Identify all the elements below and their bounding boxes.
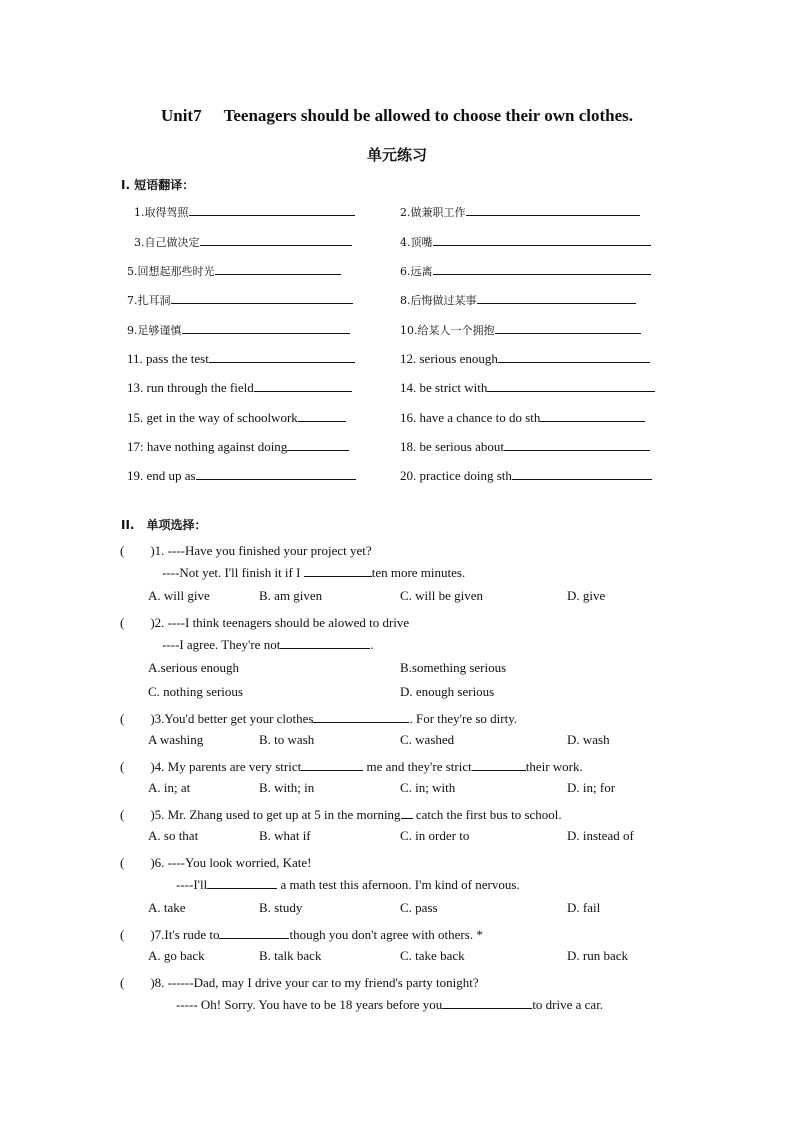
section1-heading: I. 短语翻译： (121, 178, 195, 192)
option-c: C. in; with (400, 780, 456, 795)
option-c: C. will be given (400, 588, 484, 603)
phrase-item: 1.取得驾照 (134, 203, 355, 220)
option-a: A washing (148, 732, 204, 747)
question-8: ( )8. ------Dad, may I drive your car to my friend's party tonight? (120, 975, 479, 990)
question-1-line2: ----Not yet. I'll finish it if I ten more minutes. (162, 565, 466, 580)
option-a: A. so that (148, 828, 199, 843)
question-5: ( )5. Mr. Zhang used to get up at 5 in the morning catch the first bus to school. (120, 807, 562, 822)
option-b: B. to wash (259, 732, 315, 747)
question-1: ( )1. ----Have you finished your project yet? (120, 543, 372, 558)
phrase-item: 2.做兼职工作 (400, 203, 640, 220)
option-d: D. instead of (567, 828, 634, 843)
phrase-item: 18. be serious about (400, 438, 650, 455)
phrase-item: 12. serious enough (400, 350, 650, 367)
option-b: B. study (259, 900, 303, 915)
option-c: C. nothing serious (148, 684, 243, 699)
phrase-item: 13. run through the field (127, 379, 352, 396)
phrase-item: 3.自己做决定 (134, 233, 352, 250)
option-c: C. pass (400, 900, 438, 915)
question-6-line2: ----I'll a math test this afernoon. I'm kind of nervous. (176, 877, 520, 892)
page-title (0, 106, 794, 126)
phrase-item: 7.扎耳洞 (127, 291, 353, 308)
option-c: C. washed (400, 732, 455, 747)
question-6: ( )6. ----You look worried, Kate! (120, 855, 312, 870)
phrase-item: 9.足够谨慎 (127, 321, 350, 338)
unit-label: Unit7 (160, 106, 202, 125)
option-c: C. in order to (400, 828, 470, 843)
phrase-item: 16. have a chance to do sth (400, 409, 645, 426)
phrase-item: 5.回想起那些时光 (127, 262, 341, 279)
option-d: D. run back (567, 948, 629, 963)
option-a: A. will give (148, 588, 210, 603)
question-8-line2: ----- Oh! Sorry. You have to be 18 years before you to drive a car. (176, 997, 604, 1012)
option-b: B. talk back (259, 948, 322, 963)
option-d: D. enough serious (400, 684, 495, 699)
option-b: B. am given (259, 588, 323, 603)
phrase-item: 17: have nothing against doing (127, 438, 349, 455)
option-d: D. in; for (567, 780, 616, 795)
question-2: ( )2. ----I think teenagers should be alowed to drive (120, 615, 410, 630)
option-b: B. what if (259, 828, 311, 843)
phrase-item: 4.顶嘴 (400, 233, 651, 250)
question-4: ( )4. My parents are very strict me and they're strict their work. (120, 759, 583, 774)
unit-title: Teenagers should be allowed to choose their own clothes. (223, 106, 634, 125)
question-7: ( )7.It's rude to though you don't agree with others. * (120, 927, 483, 942)
phrase-item: 14. be strict with (400, 379, 655, 396)
question-3: ( )3.You'd better get your clothes . For they're so dirty. (120, 711, 518, 726)
phrase-item: 8.后悔做过某事 (400, 291, 636, 308)
phrase-item: 15. get in the way of schoolwork (127, 409, 346, 426)
option-a: A. go back (148, 948, 205, 963)
phrase-item: 11. pass the test (127, 350, 355, 367)
phrase-item: 19. end up as (127, 467, 356, 484)
phrase-item: 6.远离 (400, 262, 651, 279)
question-2-line2: ----I agree. They're not . (162, 637, 374, 652)
option-a: A. in; at (148, 780, 191, 795)
page-subtitle: 单元练习 (366, 146, 427, 164)
section2-heading: II. 单项选择： (121, 518, 207, 532)
phrase-item: 20. practice doing sth (400, 467, 652, 484)
option-b: B.something serious (400, 660, 507, 675)
phrase-item: 10.给某人一个拥抱 (400, 321, 641, 338)
option-a: A.serious enough (148, 660, 239, 675)
option-b: B. with; in (259, 780, 315, 795)
option-d: D. wash (567, 732, 610, 747)
option-a: A. take (148, 900, 186, 915)
option-c: C. take back (400, 948, 465, 963)
option-d: D. give (567, 588, 606, 603)
option-d: D. fail (567, 900, 601, 915)
